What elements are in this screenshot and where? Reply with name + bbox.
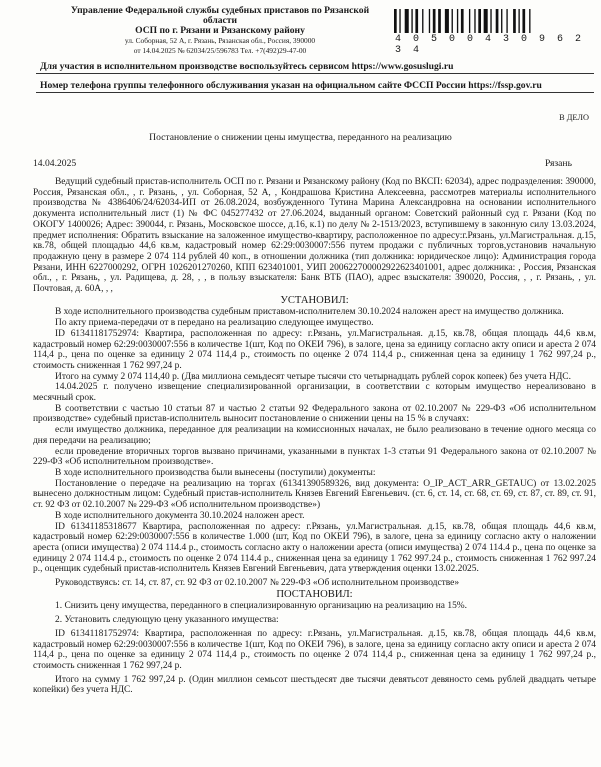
- document-body: [33, 177, 596, 696]
- fssp-phone-notice: Номер телефона группы телефонного обслуживания указан на официальном сайте ФССП России https://fssp.gov.ru: [40, 80, 542, 91]
- body-paragraph: Итого на сумму 1 762 997,24 р. (Один миллион семьсот шестьдесят две тысячи девятьсот девяносто семь рублей двадцать четыре копейки) без учета НДС.: [33, 674, 596, 696]
- divider: [36, 73, 594, 74]
- barcode: [392, 9, 592, 33]
- body-paragraph: 14.04.2025 г. получено извещение специализированной организации, в соответствии с которым имущество нереализовано в месячный срок.: [33, 382, 596, 404]
- document-title: Постановление о снижении цены имущества, переданного на реализацию: [149, 132, 452, 143]
- org-address: ул. Соборная, 52 А, г. Рязань, Рязанская обл., Россия, 390000: [124, 36, 316, 45]
- property-item: ID 61341185318677 Квартира, расположенная по адресу: г.Рязань, ул.Магистральная. д.15, кв.78, общая площадь 44,6 кв.м, кадастровый номер 62:29:0030007:556 в количестве 1.000 (шт, Код по ОКЕИ 796), в залоге, цена за единицу согласно акту о наложении ареста (описи имущества) 2 074 114.4 р., стоимость согласно акту о наложении ареста (описи имущества) 2 074 114.4 р., цена по оценке за единицу 2 074 114.4 р., стоимость по оценке 2 074 114.4 р., сниженная цена за единицу 1 762 997.24 р., стоимость сниженная 1 762 997.24 р., оценщик судебный пристав-исполнитель Князев Евгений Евгеньевич, дата утверждения оценки 13.02.2025.: [33, 521, 596, 575]
- divider: [36, 92, 594, 93]
- body-paragraph: В соответствии с частью 10 статьи 87 и частью 2 статьи 92 Федерального закона от 02.10.2007 № 229-ФЗ «Об исполнительном производстве» судебный пристав-исполнитель выносит постановление о снижении цены на 15 % в случаях:: [33, 403, 596, 425]
- body-paragraph: если проведение вторичных торгов вызвано причинами, указанными в пунктах 1-3 статьи 91 Федерального закона от 02.10.2007 № 229-ФЗ «Об исполнительном производстве».: [33, 446, 596, 468]
- body-paragraph: Руководствуясь: ст. 14, ст. 87, ст. 92 ФЗ от 02.10.2007 № 229-ФЗ «Об исполнительном производстве»: [55, 578, 460, 589]
- body-paragraph: Итого на сумму 2 074 114,40 р. (Два миллиона семьдесят четыре тысячи сто четырнадцать рублей сорок копеек) без учета НДС.: [55, 371, 571, 382]
- v-delo-stamp: В ДЕЛО: [559, 113, 589, 122]
- body-paragraph: если имущество должника, переданное для реализации на комиссионных началах, не было реализовано в течение одного месяца со дня передачи на реализацию;: [33, 425, 596, 446]
- body-paragraph: По акту приема-передачи от в передано на реализацию следующее имущество.: [55, 318, 374, 329]
- body-paragraph: Постановление о передаче на реализацию на торгах (61341390589326, вид документа: O_IP_ACT_ARR_GETAUC) от 13.02.2025 вынесено должностным лицом: Судебный пристав-исполнитель Князев Евгений Евгеньевич. (ст. 6, ст. 14, ст. 68, ст. 69, ст. 87, ст. 89, ст. 91, ст. 92 ФЗ от 02.10.2007 № 229-ФЗ «Об исполнительном производстве»): [33, 478, 596, 511]
- preamble-paragraph: Ведущий судебный пристав-исполнитель ОСП по г. Рязани и Рязанскому району (Код по ВКСП: 62034), адрес подразделения: 390000, Россия, Рязанская обл., , г. Рязань, , ул. Соборная, 52 А, , Кондрашова Кристина Алексеевна, рассмотрев материалы исполнительного производства № 4386406/24/62034-ИП от 26.08.2024, возбужденного Тутина Марина Александровна на основании исполнительного документа исполнительный лист (1) № ФС 045277432 от 27.06.2024, выданный органом: Советский районный суд г. Рязани (Код по ОКОГУ 1400026; Адрес: 390044, г. Рязань, Московское шоссе, д.16, к.1) по делу № 2-1513/2023, вступившему в законную силу 13.03.2024, предмет исполнения: Обратить взыскание на заложенное имущество-квартиру, расположенное по адресу:г.Рязань, ул.Магистральная. д.15, кв.78, общей площадью 44,6 кв.м, кадастровый номер 62:29:0030007:556 путем продажи с публичных торгов,установив начальную продажную цену в размере 2 074 114 рублей 40 коп., в отношении должника (тип должника: юридическое лицо): Администрация города Рязани, ИНН 6227000292, ОГРН 1026201270260, КПП 623401001, УИП 200622700002922623401001, адрес должника: , Россия, Рязанская обл., , г. Рязань, , ул. Радищева, д. 28, , , в пользу взыскателя: Банк ВТБ (ПАО), адрес взыскателя: 390020, Россия, , , г. Рязань, , ул. Почтовая, д. 60А, , ,: [33, 177, 596, 295]
- org-title-line-2: ОСП по г. Рязани и Рязанскому району: [135, 25, 305, 36]
- section-heading-postanovil: ПОСТАНОВИЛ:: [276, 588, 353, 600]
- document-date: 14.04.2025: [33, 158, 77, 169]
- org-reference: от 14.04.2025 № 62034/25/596783 Тел. +7(492)29-47-00: [133, 46, 307, 55]
- body-paragraph: В ходе исполнительного производства судебным приставом-исполнителем 30.10.2024 наложен арест на имущество должника.: [55, 307, 564, 318]
- document-city: Рязань: [545, 158, 572, 169]
- property-item: ID 61341181752974: Квартира, расположенная по адресу: г.Рязань, ул.Магистральная. д.15, кв.78, общая площадь 44,6 кв.м, кадастровый номер 62:29:0030007:556 в количестве 1(шт, Код по ОКЕИ 796), в залоге, цена за единицу согласно акту описи и ареста 2 074 114,4 р., цена по оценке за единицу 2 074 114,4 р., стоимость по оценке 2 074 114,4 р., сниженная цена за единицу 1 762 997,24 р., стоимость сниженная 1 762 997,24 р.: [33, 328, 596, 371]
- section-heading-ustanovil: УСТАНОВИЛ:: [280, 294, 349, 306]
- gosuslugi-notice: Для участия в исполнительном производстве воспользуйтесь сервисом https://www.gosuslugi.ru: [40, 61, 454, 72]
- body-paragraph: В ходе исполнительного документа 30.10.2024 наложен арест.: [55, 510, 305, 521]
- barcode-number: 4 0 5 0 0 4 3 0 9 6 2 3 4: [395, 34, 585, 56]
- property-item: ID 61341181752974: Квартира, расположенная по адресу: г.Рязань, ул.Магистральная. д.15, кв.78, общая площадь 44,6 кв.м, кадастровый номер 62:29:0030007:556 в количестве 1(шт, Код по ОКЕИ 796), в залоге, цена за единицу согласно акту описи и ареста 2 074 114,4 р., цена по оценке за единицу 2 074 114,4 р., стоимость по оценке 2 074 114,4 р., сниженная цена за единицу 1 762 997,24 р., стоимость сниженная 1 762 997,24 р.: [33, 628, 596, 671]
- body-paragraph: 2. Установить следующую цену указанного имущества:: [55, 615, 279, 626]
- body-paragraph: 1. Снизить цену имущества, переданного в специализированную организацию на реализацию на 15%.: [55, 601, 468, 612]
- body-paragraph: В ходе исполнительного производства были вынесены (поступили) документы:: [55, 467, 376, 478]
- letterhead: [70, 6, 370, 56]
- org-title-line-1: Управление Федеральной службы судебных приставов по Рязанской области: [70, 5, 370, 26]
